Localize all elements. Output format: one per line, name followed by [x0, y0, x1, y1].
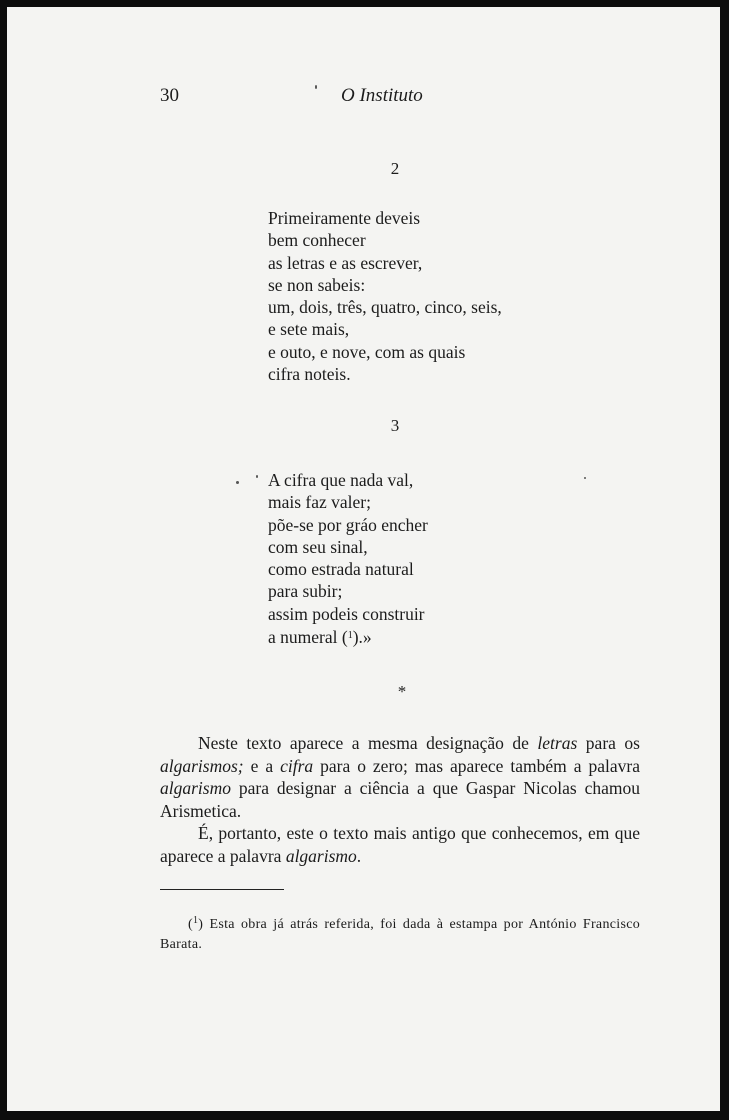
footnote-rule [160, 889, 284, 890]
body-text [160, 732, 640, 867]
scan-speck [236, 481, 239, 484]
paragraph-1: Neste texto aparece a mesma designação de letras para os algarismos; e a cifra para o zero; mas aparece também a palavra algarismo para designar a ciência a que Gaspar Nicolas chamou Arismetica. [160, 733, 640, 821]
stanza-1 [268, 207, 502, 385]
running-title: O Instituto [341, 85, 423, 106]
verse-line: com seu sinal, [268, 536, 368, 557]
verse-text: a numeral ( [268, 627, 348, 648]
section-number-2: 2 [390, 159, 400, 178]
verse-line: um, dois, três, quatro, cinco, seis, [268, 297, 502, 318]
footnote: ($^1$) Esta obra já atrás referida, foi dada à estampa por António Francisco Barata. [160, 915, 641, 952]
section-separator: * [397, 682, 407, 701]
verse-line: se non sabeis: [268, 274, 366, 295]
verse-line: e outo, e nove, com as quais [268, 341, 466, 362]
verse-text: ).» [352, 627, 372, 648]
verse-line: para subir; [268, 581, 343, 602]
verse-line: as letras e as escrever, [268, 252, 423, 273]
verse-line: assim podeis construir [268, 603, 425, 624]
document-page [7, 7, 720, 1111]
verse-line: bem conhecer [268, 230, 366, 251]
verse-line: põe-se por gráo encher [268, 514, 428, 535]
stanza-2 [268, 469, 428, 648]
scan-speck [584, 477, 586, 479]
page-number: 30 [160, 85, 179, 106]
verse-line: cifra noteis. [268, 364, 351, 385]
verse-line: A cifra que nada val, [268, 470, 414, 490]
section-number-3: 3 [390, 416, 400, 435]
scan-speck [315, 85, 317, 89]
scan-speck [256, 475, 258, 478]
paragraph-2: É, portanto, este o texto mais antigo que conhecemos, em que aparece a palavra algarismo. [160, 823, 640, 866]
verse-line: Primeiramente deveis [268, 208, 421, 228]
footnote-text: Esta obra já atrás referida, foi dada à estampa por António Francisco Barata. [160, 917, 641, 952]
footnote-ref[interactable]: 1 [347, 630, 353, 642]
footnote-marker: 1 [192, 915, 199, 926]
verse-line: como estrada natural [268, 559, 414, 580]
verse-line-last [268, 625, 428, 648]
verse-line: mais faz valer; [268, 492, 372, 513]
verse-line: e sete mais, [268, 319, 350, 340]
